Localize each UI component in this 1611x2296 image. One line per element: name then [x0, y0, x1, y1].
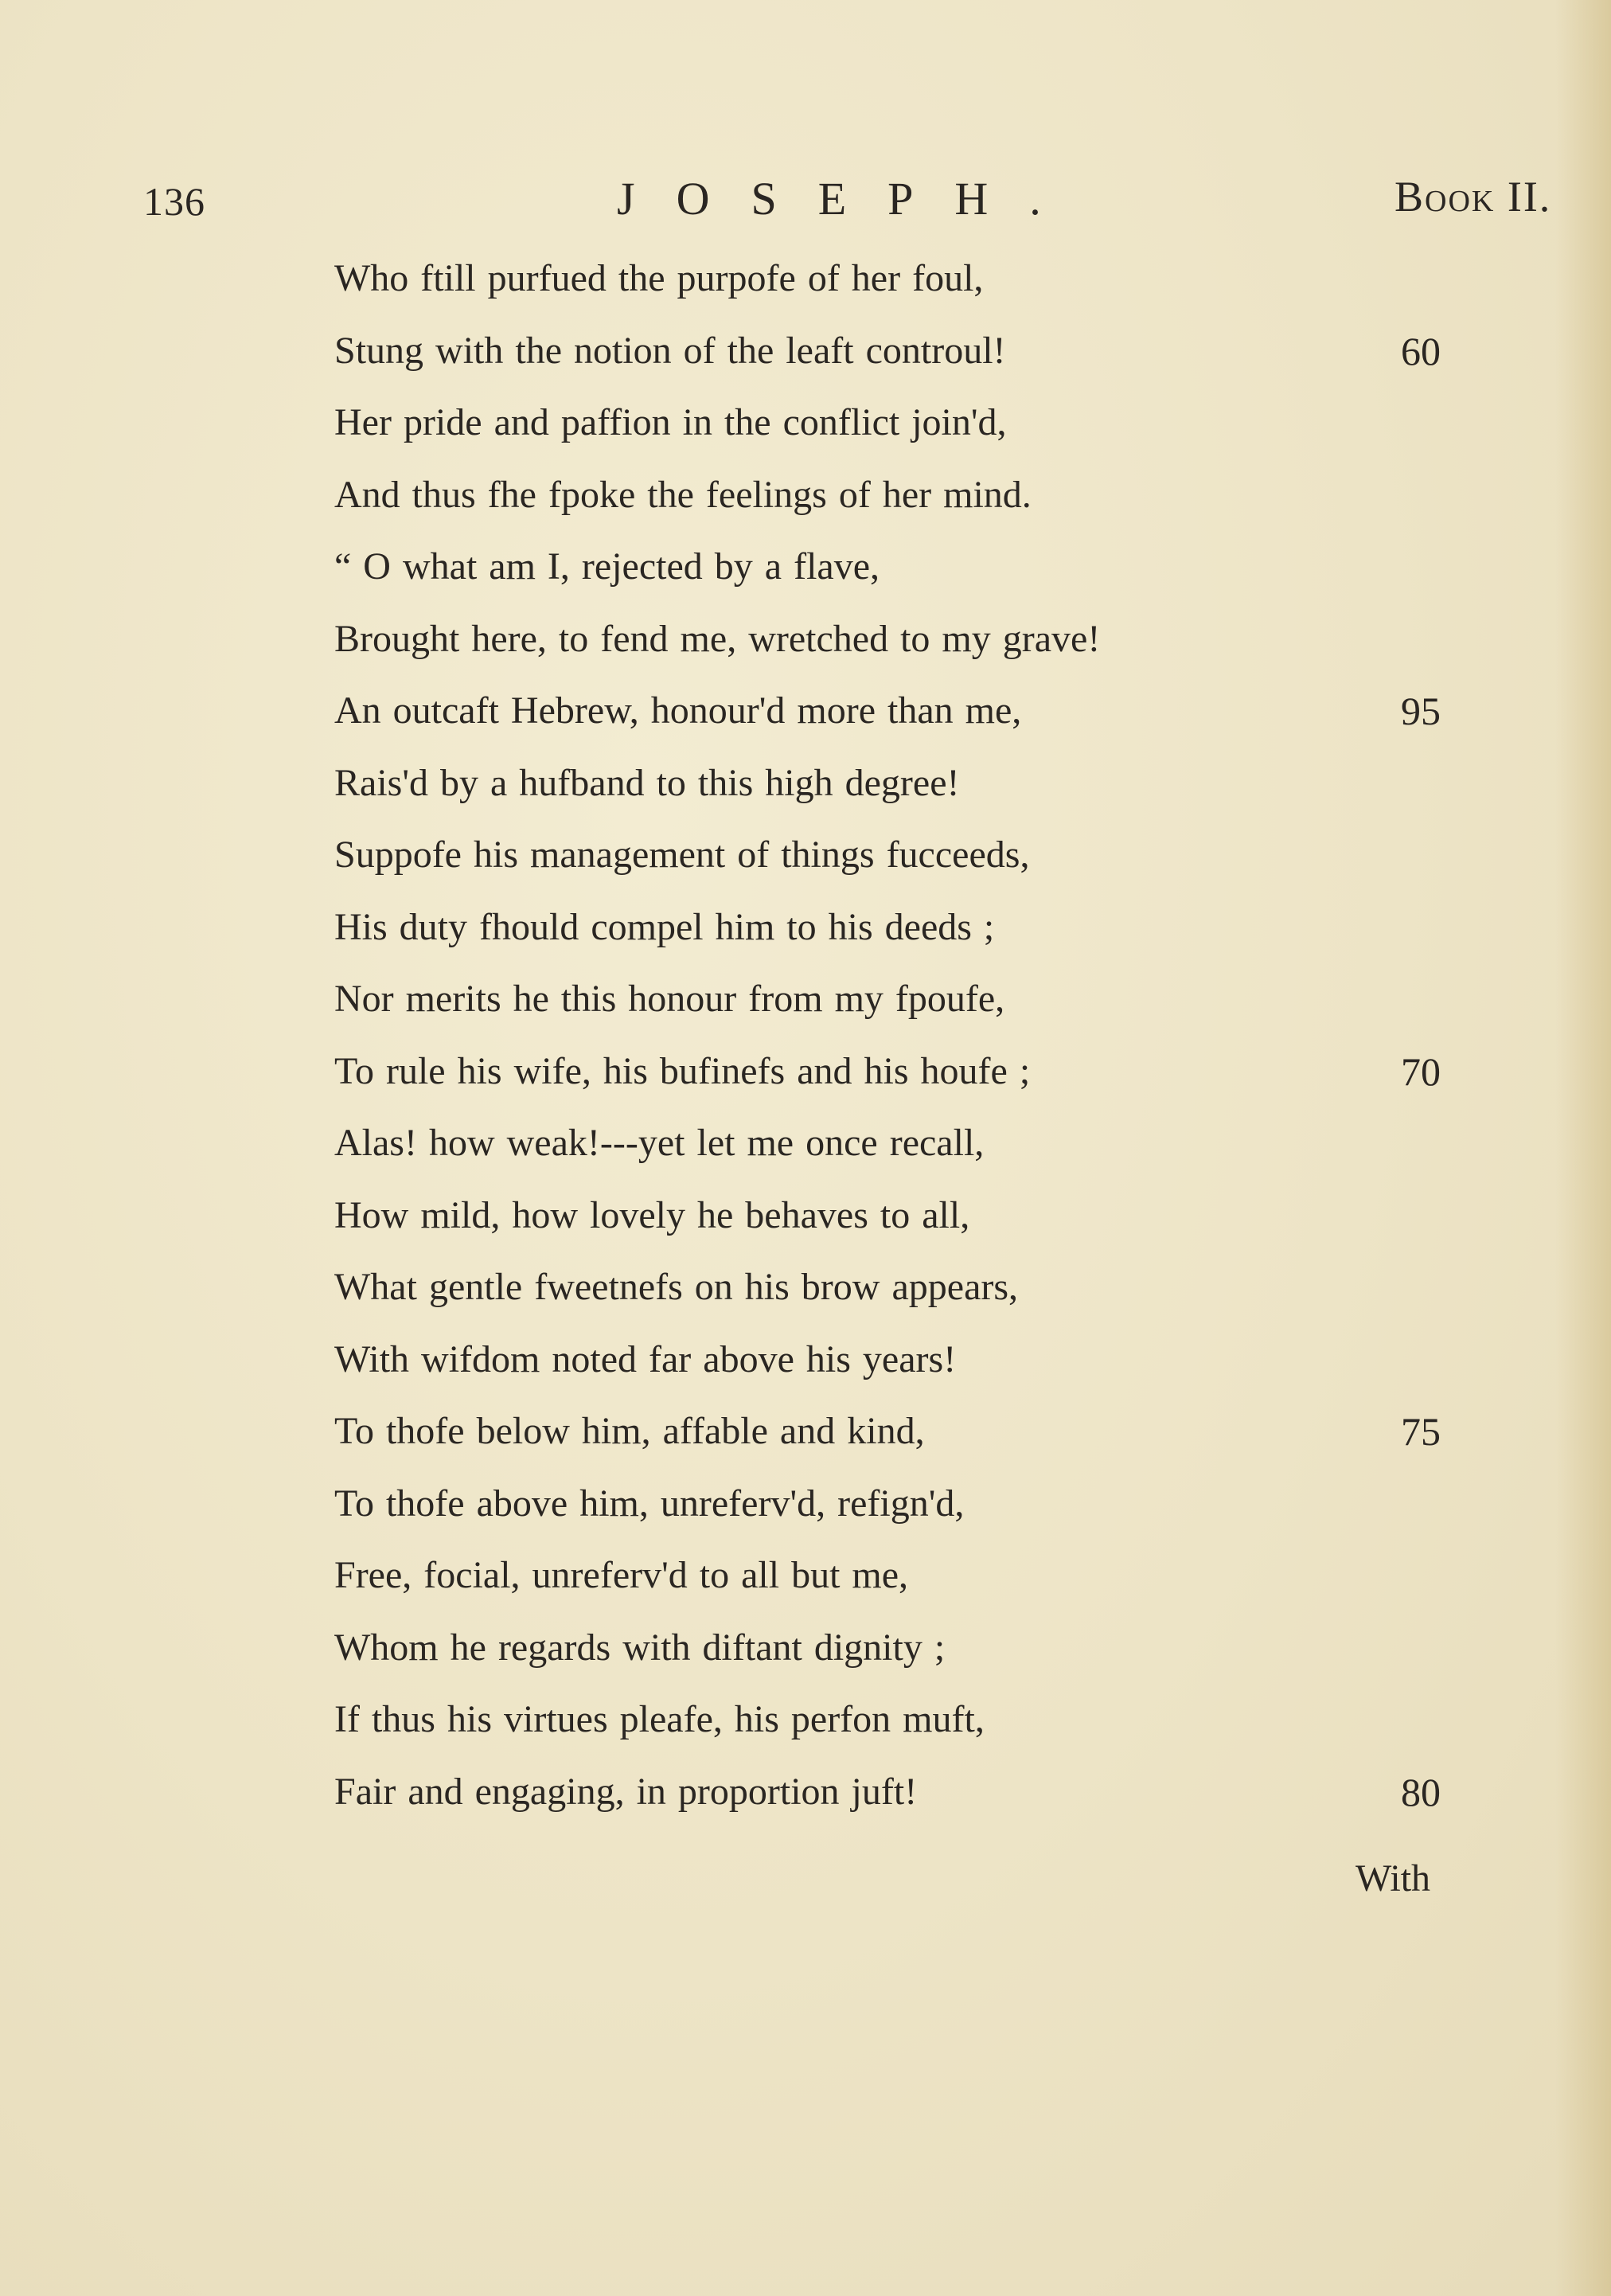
running-header: [0, 159, 1611, 223]
line-number: 75: [1401, 1409, 1441, 1454]
line-text: How mild, how lovely he behaves to all,: [334, 1193, 970, 1236]
line-number: 70: [1401, 1048, 1441, 1094]
line-text: Nor merits he this honour from my fpoufe,: [334, 978, 1005, 1020]
poem-line: [0, 967, 1611, 1040]
poem-text: [0, 247, 1611, 1832]
poem-line: [0, 1760, 1611, 1833]
line-text: Suppofe his management of things fucceeds,: [334, 834, 1030, 876]
poem-line: [0, 1544, 1611, 1616]
poem-line: [0, 463, 1611, 536]
line-text: If thus his virtues pleafe, his perfon muft,: [334, 1698, 985, 1740]
line-text: An outcaft Hebrew, honour'd more than me,: [334, 689, 1022, 732]
line-text: Fair and engaging, in proportion juft!: [334, 1770, 918, 1813]
line-text: What gentle fweetnefs on his brow appears,: [334, 1266, 1019, 1308]
line-text: Alas! how weak!---yet let me once recall,: [334, 1122, 985, 1164]
line-text: Stung with the notion of the leaft controul!: [334, 329, 1006, 372]
poem-line: [0, 1472, 1611, 1544]
book-label: [1395, 172, 1551, 221]
poem-line: [0, 1616, 1611, 1689]
poem-line: [0, 607, 1611, 680]
catchword: With: [1356, 1857, 1431, 1900]
line-text: Brought here, to fend me, wretched to my grave!: [334, 617, 1101, 660]
poem-line: [0, 319, 1611, 392]
line-text: Her pride and paffion in the conflict join'd,: [334, 401, 1007, 443]
line-number: 80: [1401, 1769, 1441, 1814]
poem-line: [0, 1040, 1611, 1112]
line-text: And thus fhe fpoke the feelings of her mind.: [334, 473, 1032, 516]
line-number: 60: [1401, 328, 1441, 373]
line-text: Whom he regards with diftant dignity ;: [334, 1626, 946, 1669]
line-text: To thofe below him, affable and kind,: [334, 1410, 925, 1452]
poem-line: [0, 247, 1611, 319]
poem-line: [0, 535, 1611, 607]
line-text: His duty fhould compel him to his deeds ;: [334, 905, 995, 948]
line-number: 95: [1401, 689, 1441, 733]
line-text: With wifdom noted far above his years!: [334, 1337, 957, 1380]
poem-line: [0, 1255, 1611, 1328]
poem-line: [0, 752, 1611, 824]
poem-line: [0, 1111, 1611, 1184]
poem-line: [0, 1688, 1611, 1760]
line-text: Who ftill purfued the purpofe of her foul,: [334, 257, 984, 299]
poem-line: [0, 896, 1611, 968]
poem-line: [0, 679, 1611, 752]
poem-line: [0, 1184, 1611, 1256]
poem-line: [0, 1400, 1611, 1472]
line-text: Rais'd by a hufband to this high degree!: [334, 761, 960, 804]
line-text: To thofe above him, unreferv'd, refign'd,: [334, 1482, 965, 1525]
line-text: Free, focial, unreferv'd to all but me,: [334, 1554, 909, 1596]
running-title: JOSEPH.: [617, 173, 1082, 225]
poem-line: [0, 823, 1611, 896]
book-label-text: Book II.: [1395, 173, 1552, 221]
poem-line: [0, 1328, 1611, 1400]
line-text: “ O what am I, rejected by a flave,: [334, 545, 880, 588]
page-number: 136: [143, 179, 205, 224]
line-text: To rule his wife, his bufinefs and his houfe ;: [334, 1049, 1031, 1092]
poem-line: [0, 391, 1611, 463]
